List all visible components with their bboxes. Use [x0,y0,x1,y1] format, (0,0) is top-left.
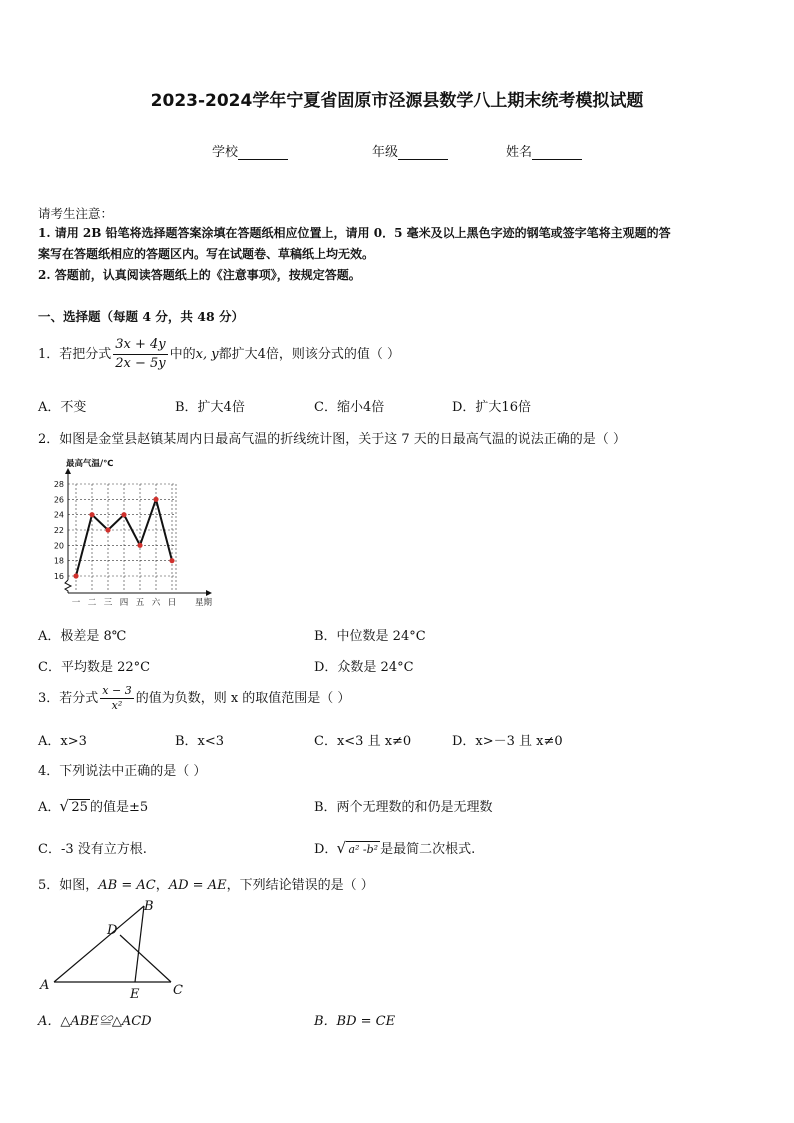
q5-option-b[interactable]: B．BD = CE [314,1014,396,1029]
q3-option-a[interactable]: A．x>3 [38,734,87,749]
chart-grid [68,484,176,591]
q4-a-prefix: A． [38,800,61,815]
q4-option-c[interactable]: C．-3 没有立方根. [38,842,147,857]
grade-blank[interactable] [398,147,448,160]
label-e: E [130,987,140,1002]
data-point [89,512,94,517]
label-b: B [144,899,154,914]
y-tick-label: 26 [53,495,64,505]
q2-option-a[interactable]: A．极差是 8℃ [38,629,127,644]
q1-option-b[interactable]: B．扩大4倍 [175,400,245,415]
section-heading: 一、选择题（每题 4 分，共 48 分） [38,309,245,324]
school-label: 学校 [212,145,239,160]
grade-field[interactable] [372,141,448,160]
chart-x-ticks [72,597,177,608]
x-tick-label: 二 [87,598,97,608]
data-point [121,512,126,517]
temperature-line-chart [40,452,230,612]
y-tick-label: 24 [53,510,64,520]
label-d: D [107,923,118,938]
grade-label: 年级 [372,145,399,160]
name-blank[interactable] [532,147,582,160]
x-tick-label: 三 [103,598,113,608]
data-point [105,527,110,532]
q2-option-c[interactable]: C．平均数是 22°C [38,660,151,675]
q5-prefix: 5．如图， [38,878,99,893]
q3-option-c[interactable]: C．x<3 且 x≠0 [314,734,412,749]
y-tick-label: 22 [53,526,64,535]
q3-option-d[interactable]: D．x>－3 且 x≠0 [452,734,563,749]
label-c: C [173,983,183,998]
school-blank[interactable] [238,147,288,160]
chart-x-label: 星期 [195,598,213,608]
x-tick-label: 四 [119,598,129,608]
q4-d-radical: √ a² -b² [346,841,380,858]
axis-break [65,580,71,593]
y-tick-label: 16 [53,572,64,581]
q4-option-a[interactable] [38,796,148,816]
x-tick-label: 五 [135,598,145,608]
notice-line-1b: 案写在答题纸相应的答题区内。写在试题卷、草稿纸上均无效。 [38,247,375,261]
q3-prefix: 3．若分式 [38,691,99,706]
q1-fraction [113,336,167,373]
q4-d-suffix: 是最简二次根式. [380,842,476,857]
q3-option-b[interactable]: B．x<3 [175,734,225,749]
q1-option-c[interactable]: C．缩小4倍 [314,400,385,415]
q4-option-d[interactable] [314,838,475,858]
q3-numerator: x − 3 [102,684,132,697]
data-point [137,543,142,548]
notice-line-2: 2. 答题前，认真阅读答题纸上的《注意事项》，按规定答题。 [38,268,361,282]
name-field[interactable] [506,141,582,160]
question-3 [38,684,350,713]
notice-heading: 请考生注意： [38,206,114,221]
x-tick-label: 日 [167,598,177,608]
chart-y-label: 最高气温/℃ [66,459,114,469]
x-tick-label: 六 [151,598,161,608]
q3-suffix: 的值为负数，则 x 的取值范围是（ ） [135,691,351,706]
q2-stem: 2．如图是金堂县赵镇某周内日最高气温的折线统计图，关于这 7 天的日最高气温的说法正确的是（ ） [38,432,626,447]
question-1 [38,336,400,373]
name-label: 姓名 [506,145,533,160]
data-point [169,558,174,563]
q1-vars: x, y [195,347,219,362]
question-5 [38,874,374,893]
q5-condition-2: AD = AE [168,878,227,893]
segment-be [135,906,144,982]
q2-option-d[interactable]: D．众数是 24°C [314,660,414,675]
q4-stem: 4．下列说法中正确的是（ ） [38,764,207,779]
q4-d-prefix: D． [314,842,338,857]
y-tick-label: 18 [53,556,64,566]
q5-option-a[interactable]: A．△ABE≌△ACD [38,1014,152,1029]
q1-denominator: 2x − 5y [115,356,166,371]
q5-condition-1: AB = AC [98,878,156,893]
school-field[interactable] [212,141,288,160]
q1-mid: 中的 [169,347,196,362]
q1-prefix: 1．若把分式 [38,347,112,362]
chart-y-ticks [54,480,64,581]
page-title: 2023-2024学年宁夏省固原市泾源县数学八上期末统考模拟试题 [150,91,644,111]
q4-a-radical: √ 25 [69,799,90,816]
q1-numerator: 3x + 4y [113,336,167,355]
segment-dc [120,935,171,982]
data-point [153,497,158,502]
q4-option-b[interactable]: B．两个无理数的和仍是无理数 [314,800,493,815]
q3-denominator: x² [111,699,123,712]
notice-line-1a: 1. 请用 2B 铅笔将选择题答案涂填在答题纸相应位置上，请用 0．5 毫米及以上黑色字迹的钢笔或签字笔将主观题的答 [38,226,671,240]
y-tick-label: 20 [53,541,64,551]
x-tick-label: 一 [71,598,81,608]
x-axis-arrow [206,590,212,596]
q1-option-a[interactable]: A．不变 [38,400,87,415]
label-a: A [40,978,50,993]
y-tick-label: 28 [53,480,64,489]
q3-fraction [100,684,133,713]
q5-suffix: ，下列结论错误的是（ ） [226,878,374,893]
q4-a-suffix: 的值是±5 [89,800,149,815]
q1-option-d[interactable]: D．扩大16倍 [452,400,531,415]
q5-separator: ， [155,878,169,893]
q2-option-b[interactable]: B．中位数是 24°C [314,629,426,644]
data-point [73,573,78,578]
q1-suffix: 都扩大4倍，则该分式的值（ ） [218,347,401,362]
triangle-figure [36,896,196,1002]
